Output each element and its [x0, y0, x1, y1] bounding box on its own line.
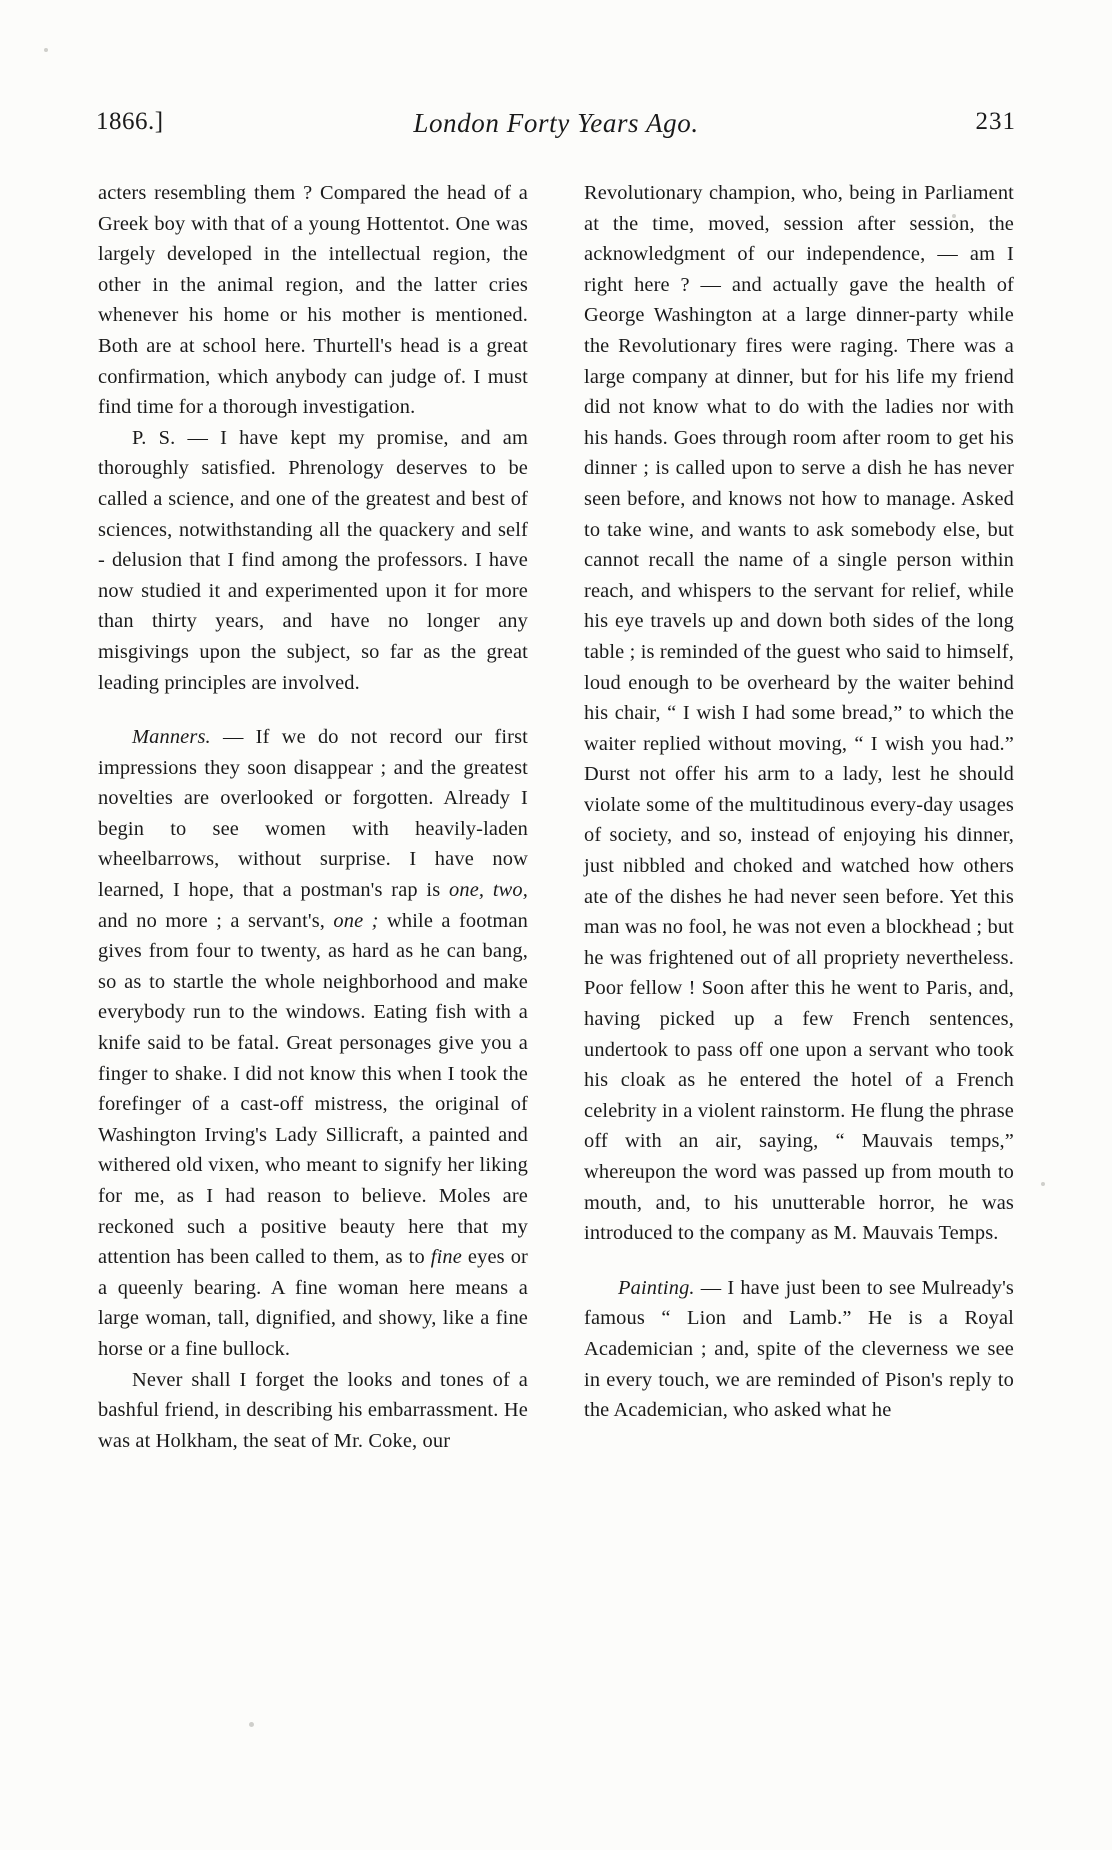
column-right — [584, 178, 1014, 1456]
paragraph: Revolutionary champion, who, being in Parliament at the time, moved, session after session, the acknowledgment of our independence, — am I right here ? — and actually gave the health of George Washington at a large dinner-party while the Revolutionary fires were raging. There was a large company at dinner, but for his life my friend did not know what to do with the ladies nor with his hands. Goes through room after room to get his dinner ; is called upon to serve a dish he has never seen before, and knows not how to manage. Asked to take wine, and wants to ask somebody else, but cannot recall the name of a single person within reach, and whispers to the servant for relief, while his eye travels up and down both sides of the long table ; is reminded of the guest who said to himself, loud enough to be overheard by the waiter behind his chair, “ I wish I had some bread,” to which the waiter replied without moving, “ I wish you had.” Durst not offer his arm to a lady, lest he should violate some of the multitudinous every-day usages of society, and so, instead of enjoying his dinner, just nibbled and choked and watched how others ate of the dishes he had never seen before. Yet this man was no fool, he was not even a blockhead ; but he was frightened out of all propriety nevertheless. Poor fellow ! Soon after this he went to Paris, and, having picked up a few French sentences, undertook to pass off one upon a servant who took his cloak as he entered the hotel of a French celebrity in a violent rainstorm. He flung the phrase off with an air, saying, “ Mauvais temps,” whereupon the word was passed up from mouth to mouth, and, to his unutterable horror, he was introduced to the company as M. Mauvais Temps. — [584, 182, 1014, 1245]
paragraph: Never shall I forget the looks and tones of a bashful friend, in describing his embarrassment. He was at Holkham, the seat of Mr. Coke, our — [98, 1368, 528, 1452]
paragraph: P. S. — I have kept my promise, and am thoroughly satisfied. Phrenology deserves to be called a science, and one of the greatest and best of sciences, notwithstanding all the quackery and self - delusion that I find among the professors. I have now studied it and experimented upon it for more than thirty years, and have no longer any misgivings upon the subject, so far as the great leading principles are involved. — [98, 426, 528, 694]
year-folio: 1866.] — [96, 108, 164, 135]
paper-speck — [249, 1722, 254, 1727]
paragraph: Painting. — I have just been to see Mulready's famous “ Lion and Lamb.” He is a Royal Academician ; and, spite of the cleverness we see in every touch, we are reminded of Pison's reply to the Academician, who asked what he — [584, 1276, 1014, 1422]
page-number: 231 — [975, 108, 1016, 135]
body-columns — [98, 178, 1014, 1456]
paper-speck — [44, 48, 48, 52]
running-title: London Forty Years Ago. — [413, 108, 699, 138]
paragraph: acters resembling them ? Compared the head of a Greek boy with that of a young Hottentot. One was largely developed in the intellectual region, the other in the animal region, and the latter cries whenever his home or his mother is mentioned. Both are at school here. Thurtell's head is a great confirmation, which anybody can judge of. I must find time for a thorough investigation. — [98, 182, 528, 419]
paragraph: Manners. — If we do not record our first impressions they soon disappear ; and the greatest novelties are overlooked or forgotten. Already I begin to see women with heavily-laden wheelbarrows, without surprise. I have now learned, I hope, that a postman's rap is one, two, and no more ; a servant's, one ; while a footman gives from four to twenty, as hard as he can bang, so as to startle the whole neighborhood and make everybody run to the windows. Eating fish with a knife said to be fatal. Great personages give you a finger to shake. I did not know this when I took the forefinger of a cast-off mistress, the original of Washington Irving's Lady Sillicraft, a painted and withered old vixen, who meant to signify her liking for me, as I had reason to believe. Moles are reckoned such a positive beauty here that my attention has been called to them, as to fine eyes or a queenly bearing. A fine woman here means a large woman, tall, dignified, and showy, like a fine horse or a fine bullock. — [98, 726, 528, 1360]
column-left — [98, 178, 528, 1456]
paper-speck — [1041, 1182, 1045, 1186]
running-header — [96, 108, 1016, 148]
